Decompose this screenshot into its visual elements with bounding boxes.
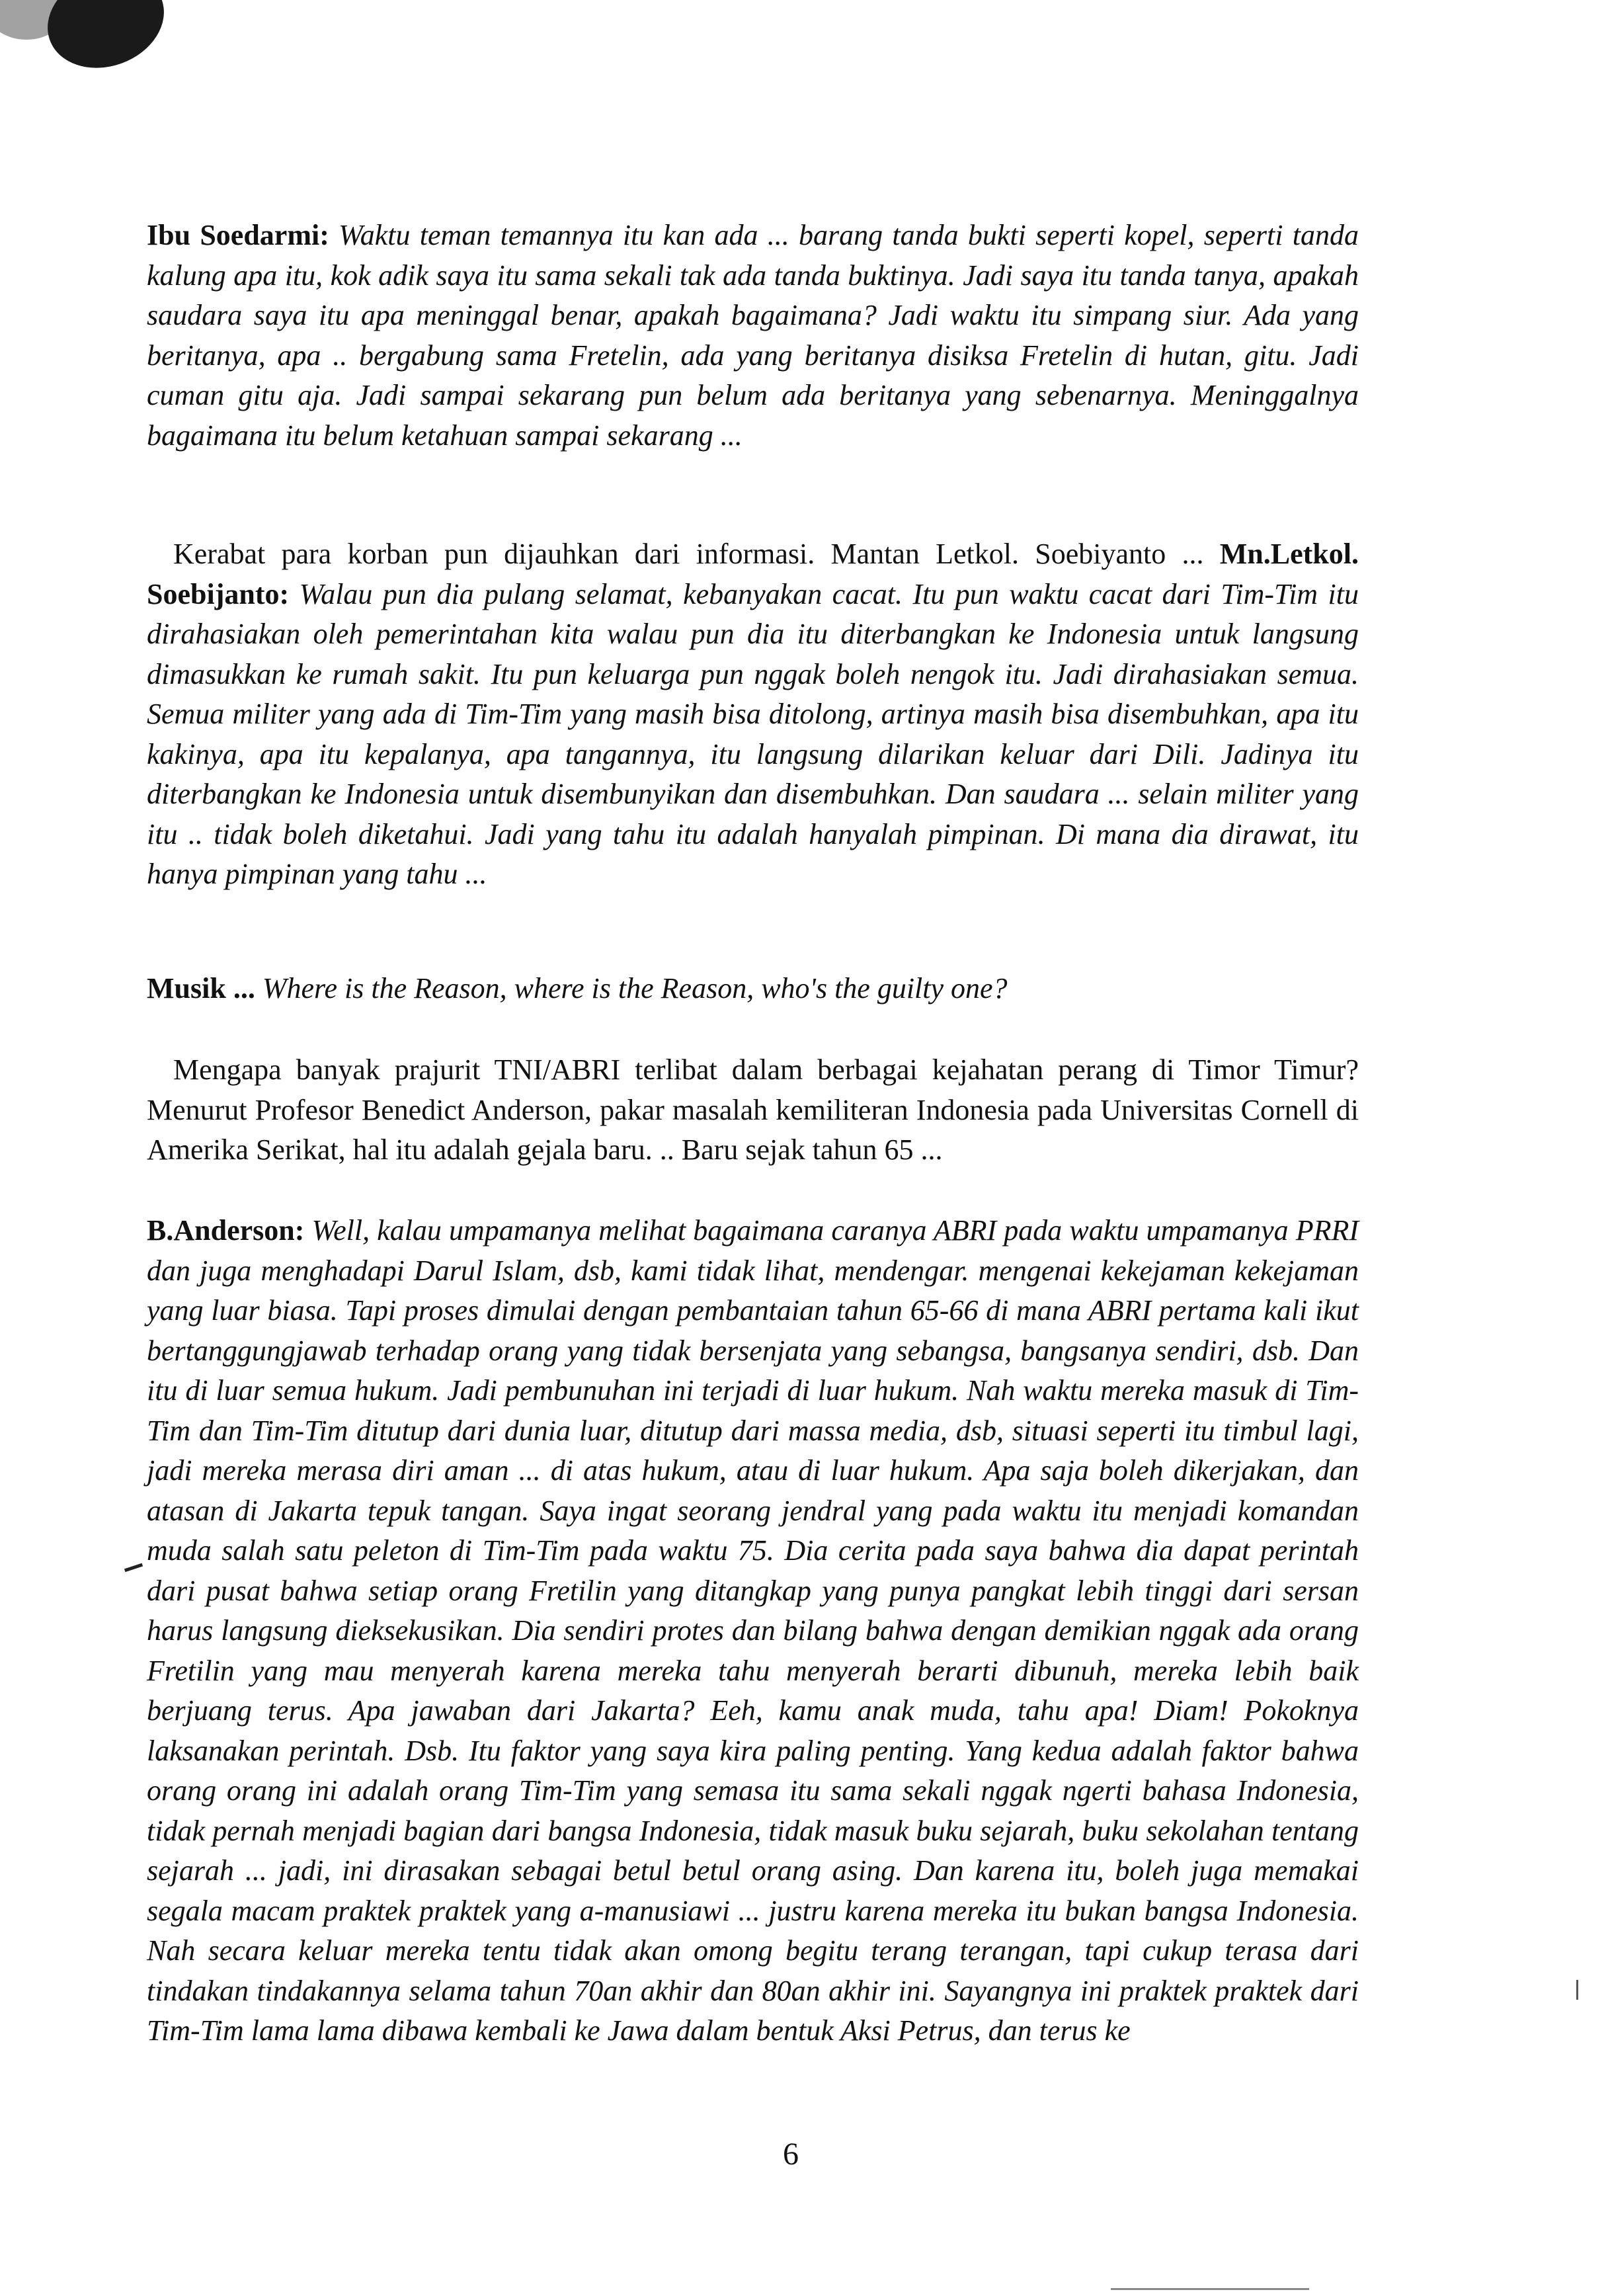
page-number: 6 [783, 2137, 799, 2172]
quote-text: Where is the Reason, where is the Reason, who's the guilty one? [262, 972, 1008, 1004]
margin-pen-mark [124, 1563, 143, 1572]
quote-text: Waktu teman temannya itu kan ada ... barang tanda bukti seperti kopel, seperti tanda kalung apa itu, kok adik saya itu sama sekali tak ada tanda buktinya. Jadi saya itu tanda tanya, apakah saudara saya itu apa meninggal benar, apakah bagaimana? Jadi waktu itu simpang siur. Ada yang beritanya, apa .. bergabung sama Fretelin, ada yang beritanya disiksa Fretelin di hutan, gitu. Jadi cuman gitu aja. Jadi sampai sekarang pun belum ada beritanya yang sebenarnya. Meninggalnya bagaimana itu belum ketahuan sampai sekarang ... [147, 219, 1359, 452]
quote-text: Walau pun dia pulang selamat, kebanyakan cacat. Itu pun waktu cacat dari Tim-Tim itu dirahasiakan oleh pemerintahan kita walau pun dia itu diterbangkan ke Indonesia untuk langsung dimasukkan ke rumah sakit. Itu pun keluarga pun nggak boleh nengok itu. Jadi dirahasiakan semua. Semua militer yang ada di Tim-Tim yang masih bisa ditolong, artinya masih bisa disembuhkan, apa itu kakinya, apa itu kepalanya, apa tangannya, itu langsung dilarikan keluar dari Dili. Jadinya itu diterbangkan ke Indonesia untuk disembunyikan dan disembuhkan. Dan saudara ... selain militer yang itu .. tidak boleh diketahui. Jadi yang tahu itu adalah hanyalah pimpinan. Di mana dia dirawat, itu hanya pimpinan yang tahu ... [147, 577, 1359, 890]
paragraph-ibu-soedarmi [147, 216, 1359, 456]
paragraph-anderson [147, 1211, 1359, 2051]
paragraph-soebijanto [147, 534, 1359, 895]
speaker-label: B.Anderson: [147, 1214, 305, 1247]
narration-text: Mengapa banyak prajurit TNI/ABRI terlibat dalam berbagai kejahatan perang di Timor Timur? Menurut Profesor Benedict Anderson, pakar masalah kemiliteran Indonesia pada Universitas Cornell di Amerika Serikat, hal itu adalah gejala baru. .. Baru sejak tahun 65 ... [147, 1053, 1359, 1166]
margin-pen-mark [1576, 1980, 1578, 2000]
paragraph-narration [147, 1050, 1359, 1170]
scan-artifact-line [1111, 2288, 1309, 2290]
narration-text: Kerabat para korban pun dijauhkan dari informasi. Mantan Letkol. Soebiyanto ... [173, 538, 1204, 570]
scan-ink-blot [34, 0, 177, 84]
speaker-label: Ibu Soedarmi: [147, 219, 329, 251]
paragraph-musik [147, 969, 1359, 1009]
quote-text: Well, kalau umpamanya melihat bagaimana caranya ABRI pada waktu umpamanya PRRI dan juga menghadapi Darul Islam, dsb, kami tidak lihat, mendengar. mengenai kekejaman kekejaman yang luar biasa. Tapi proses dimulai dengan pembantaian tahun 65-66 di mana ABRI pertama kali ikut bertanggungjawab terhadap orang yang tidak bersenjata yang sebangsa, bangsanya sendiri, dsb. Dan itu di luar semua hukum. Jadi pembunuhan ini terjadi di luar hukum. Nah waktu mereka masuk di Tim-Tim dan Tim-Tim ditutup dari dunia luar, ditutup dari massa media, dsb, situasi seperti itu timbul lagi, jadi mereka merasa diri aman ... di atas hukum, atau di luar hukum. Apa saja boleh dikerjakan, dan atasan di Jakarta tepuk tangan. Saya ingat seorang jendral yang pada waktu itu menjadi komandan muda salah satu peleton di Tim-Tim pada waktu 75. Dia cerita pada saya bahwa dia dapat perintah dari pusat bahwa setiap orang Fretilin yang ditangkap yang punya pangkat lebih tinggi dari sersan harus langsung dieksekusikan. Dia sendiri protes dan bilang bahwa dengan demikian nggak ada orang Fretilin yang mau menyerah karena mereka tahu menyerah berarti dibunuh, mereka lebih baik berjuang terus. Apa jawaban dari Jakarta? Eeh, kamu anak muda, tahu apa! Diam! Pokoknya laksanakan perintah. Dsb. Itu faktor yang saya kira paling penting. Yang kedua adalah faktor bahwa orang orang ini adalah orang Tim-Tim yang semasa itu sama sekali nggak ngerti bahasa Indonesia, tidak pernah menjadi bagian dari bangsa Indonesia, tidak masuk buku sejarah, buku sekolahan tentang sejarah ... jadi, ini dirasakan sebagai betul betul orang asing. Dan karena itu, boleh juga memakai segala macam praktek praktek yang a-manusiawi ... justru karena mereka itu bukan bangsa Indonesia. Nah secara keluar mereka tentu tidak akan omong begitu terang terangan, tapi cukup terasa dari tindakan tindakannya selama tahun 70an akhir dan 80an akhir ini. Sayangnya ini praktek praktek dari Tim-Tim lama lama dibawa kembali ke Jawa dalam bentuk Aksi Petrus, dan terus ke [147, 1214, 1359, 2047]
speaker-label: Mn.Letkol. Soebijanto: [147, 538, 1359, 610]
speaker-label: Musik ... [147, 972, 255, 1004]
